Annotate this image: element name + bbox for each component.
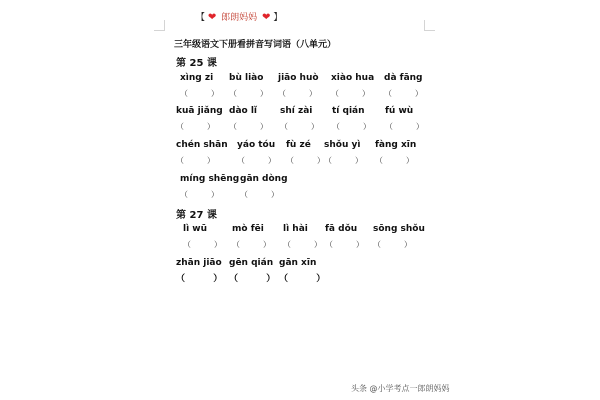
answer-blank[interactable]: （ ） xyxy=(324,156,363,165)
pinyin-text: dà fāng xyxy=(384,73,423,83)
answer-blank[interactable]: （ ） xyxy=(229,274,276,284)
answer-blank[interactable]: （ ） xyxy=(176,156,215,165)
pinyin-text: gēn qián xyxy=(229,258,274,268)
pinyin-item xyxy=(229,72,268,99)
answer-blank[interactable]: （ ） xyxy=(180,190,219,199)
answer-blank[interactable]: （ ） xyxy=(237,156,276,165)
pinyin-item xyxy=(283,223,322,250)
pinyin-item xyxy=(176,257,222,284)
answer-blank[interactable]: （ ） xyxy=(283,240,322,249)
pinyin-item xyxy=(229,105,268,132)
answer-blank[interactable]: （ ） xyxy=(232,240,271,249)
pinyin-item xyxy=(280,105,319,132)
answer-blank[interactable]: （ ） xyxy=(331,89,370,98)
pinyin-text: shí zài xyxy=(280,106,313,116)
answer-blank[interactable]: （ ） xyxy=(332,122,371,131)
pinyin-item xyxy=(180,72,219,99)
pinyin-text: xiào hua xyxy=(331,73,375,83)
lesson-heading: 第 25 课 xyxy=(176,58,217,69)
pinyin-item xyxy=(240,173,288,200)
worksheet-title: 三年级语文下册看拼音写词语（八单元） xyxy=(174,40,337,50)
answer-blank[interactable]: （ ） xyxy=(240,190,279,199)
pinyin-text: fā dǒu xyxy=(325,224,358,234)
pinyin-text: zhān jiāo xyxy=(176,258,222,268)
pinyin-text: jiāo huò xyxy=(278,73,319,83)
pinyin-item xyxy=(176,105,223,132)
pinyin-text: mò fēi xyxy=(232,224,264,234)
answer-blank[interactable]: （ ） xyxy=(229,89,268,98)
pinyin-text: míng shēng xyxy=(180,174,240,184)
answer-blank[interactable]: （ ） xyxy=(325,240,364,249)
pinyin-text: tí qián xyxy=(332,106,365,116)
pinyin-item xyxy=(180,173,239,200)
pinyin-item xyxy=(286,139,325,166)
pinyin-item xyxy=(232,223,271,250)
word-row xyxy=(0,257,600,287)
pinyin-text: shǒu yì xyxy=(324,140,361,150)
pinyin-text: yáo tóu xyxy=(237,140,276,150)
pinyin-item xyxy=(229,257,275,284)
crop-mark-top-right xyxy=(424,20,435,31)
pinyin-text: lì wū xyxy=(183,224,208,234)
word-row xyxy=(0,173,600,203)
pinyin-item xyxy=(325,223,364,250)
pinyin-text: sōng shǒu xyxy=(373,224,425,234)
pinyin-text: kuā jiǎng xyxy=(176,106,223,116)
author-name: 郎朗妈妈 xyxy=(221,13,258,23)
word-row xyxy=(0,105,600,135)
pinyin-item xyxy=(237,139,276,166)
pinyin-item xyxy=(332,105,371,132)
word-row xyxy=(0,72,600,102)
pinyin-item xyxy=(385,105,424,132)
pinyin-item xyxy=(176,139,228,166)
crop-mark-top-left xyxy=(154,20,165,31)
answer-blank[interactable]: （ ） xyxy=(286,156,325,165)
pinyin-text: gān xīn xyxy=(279,258,317,268)
answer-blank[interactable]: （ ） xyxy=(176,122,215,131)
pinyin-item xyxy=(278,72,319,99)
pinyin-text: gān dòng xyxy=(240,174,288,184)
pinyin-item xyxy=(279,257,325,284)
pinyin-item xyxy=(331,72,374,99)
answer-blank[interactable]: （ ） xyxy=(373,240,412,249)
answer-blank[interactable]: （ ） xyxy=(183,240,222,249)
pinyin-text: fù zé xyxy=(286,140,311,150)
pinyin-text: bù liào xyxy=(229,73,264,83)
pinyin-text: fú wù xyxy=(385,106,414,116)
word-row xyxy=(0,223,600,253)
answer-blank[interactable]: （ ） xyxy=(375,156,414,165)
answer-blank[interactable]: （ ） xyxy=(229,122,268,131)
answer-blank[interactable]: （ ） xyxy=(180,89,219,98)
heart-icon: ❤ xyxy=(207,12,217,23)
pinyin-item xyxy=(375,139,416,166)
answer-blank[interactable]: （ ） xyxy=(278,89,317,98)
answer-blank[interactable]: （ ） xyxy=(279,274,326,284)
lesson-heading: 第 27 课 xyxy=(176,210,217,221)
bracket-open: 【 xyxy=(196,13,206,23)
author-banner xyxy=(196,10,282,23)
pinyin-text: fàng xīn xyxy=(375,140,417,150)
pinyin-text: xìng zi xyxy=(180,73,214,83)
heart-icon: ❤ xyxy=(262,12,271,23)
pinyin-item xyxy=(183,223,222,250)
bracket-close: 】 xyxy=(273,13,283,23)
pinyin-text: chén shān xyxy=(176,140,228,150)
answer-blank[interactable]: （ ） xyxy=(280,122,319,131)
pinyin-item xyxy=(384,72,423,99)
pinyin-text: dào lǐ xyxy=(229,106,258,116)
answer-blank[interactable]: （ ） xyxy=(385,122,424,131)
pinyin-text: lì hài xyxy=(283,224,308,234)
answer-blank[interactable]: （ ） xyxy=(384,89,423,98)
answer-blank[interactable]: （ ） xyxy=(176,274,223,284)
word-row xyxy=(0,139,600,169)
pinyin-item xyxy=(373,223,425,250)
pinyin-item xyxy=(324,139,363,166)
watermark-footer: 头条 @小学考点一郎朗妈妈 xyxy=(351,384,450,393)
